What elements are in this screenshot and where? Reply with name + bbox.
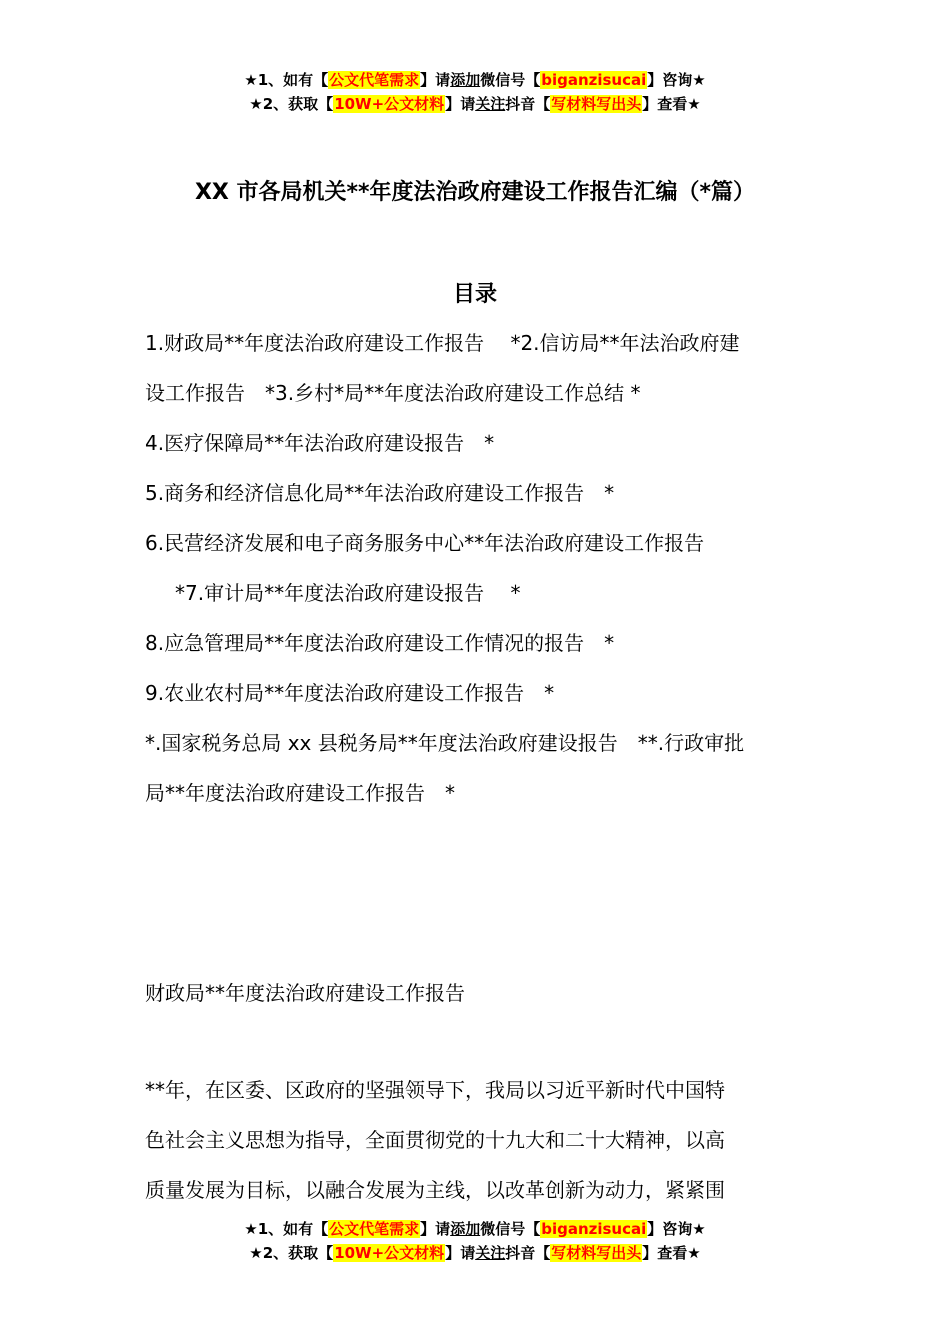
banner-line-2: ★2、获取【10W+公文材料】请关注抖音【写材料写出头】查看★ [249,95,701,113]
toc-line: 1.财政局**年度法治政府建设工作报告 *2.信访局**年法治政府建 [145,331,740,355]
section-title: 财政局**年度法治政府建设工作报告 [145,981,465,1005]
toc-line: 设工作报告 *3.乡村*局**年度法治政府建设工作总结 * [145,381,641,405]
toc-line: *.国家税务总局 xx 县税务局**年度法治政府建设报告 **.行政审批 [145,731,745,755]
toc-line: 8.应急管理局**年度法治政府建设工作情况的报告 * [145,631,615,655]
materials-highlight: 10W+公文材料 [334,1244,445,1262]
body-line: 色社会主义思想为指导，全面贯彻党的十九大和二十大精神，以高 [145,1128,725,1152]
body-line: **年，在区委、区政府的坚强领导下，我局以习近平新时代中国特 [145,1078,725,1102]
douyin-account-highlight: 写材料写出头 [551,95,642,113]
douyin-account-highlight: 写材料写出头 [551,1244,642,1262]
ghostwriting-highlight: 公文代笔需求 [329,1220,420,1238]
table-of-contents [145,318,810,818]
body-line: 质量发展为目标，以融合发展为主线，以改革创新为动力，紧紧围 [145,1178,725,1202]
toc-heading: 目录 [452,282,497,307]
document-title: XX 市各局机关**年度法治政府建设工作报告汇编（*篇） [194,180,756,205]
banner-line-1: ★1、如有【公文代笔需求】请添加微信号【biganzisucai】咨询★ [244,71,706,89]
toc-line: *7.审计局**年度法治政府建设报告 * [175,581,521,605]
materials-highlight: 10W+公文材料 [334,95,445,113]
toc-line: 4.医疗保障局**年法治政府建设报告 * [145,431,495,455]
toc-line: 5.商务和经济信息化局**年法治政府建设工作报告 * [145,481,615,505]
wechat-id-highlight: biganzisucai [541,71,647,89]
toc-line: 局**年度法治政府建设工作报告 * [145,781,455,805]
toc-line: 9.农业农村局**年度法治政府建设工作报告 * [145,681,555,705]
bottom-banner [0,1217,950,1265]
ghostwriting-highlight: 公文代笔需求 [329,71,420,89]
top-banner [0,68,950,116]
banner-line-1: ★1、如有【公文代笔需求】请添加微信号【biganzisucai】咨询★ [244,1220,706,1238]
toc-line: 6.民营经济发展和电子商务服务中心**年法治政府建设工作报告 [145,531,705,555]
banner-line-2: ★2、获取【10W+公文材料】请关注抖音【写材料写出头】查看★ [249,1244,701,1262]
wechat-id-highlight: biganzisucai [541,1220,647,1238]
section-body [145,1065,810,1215]
